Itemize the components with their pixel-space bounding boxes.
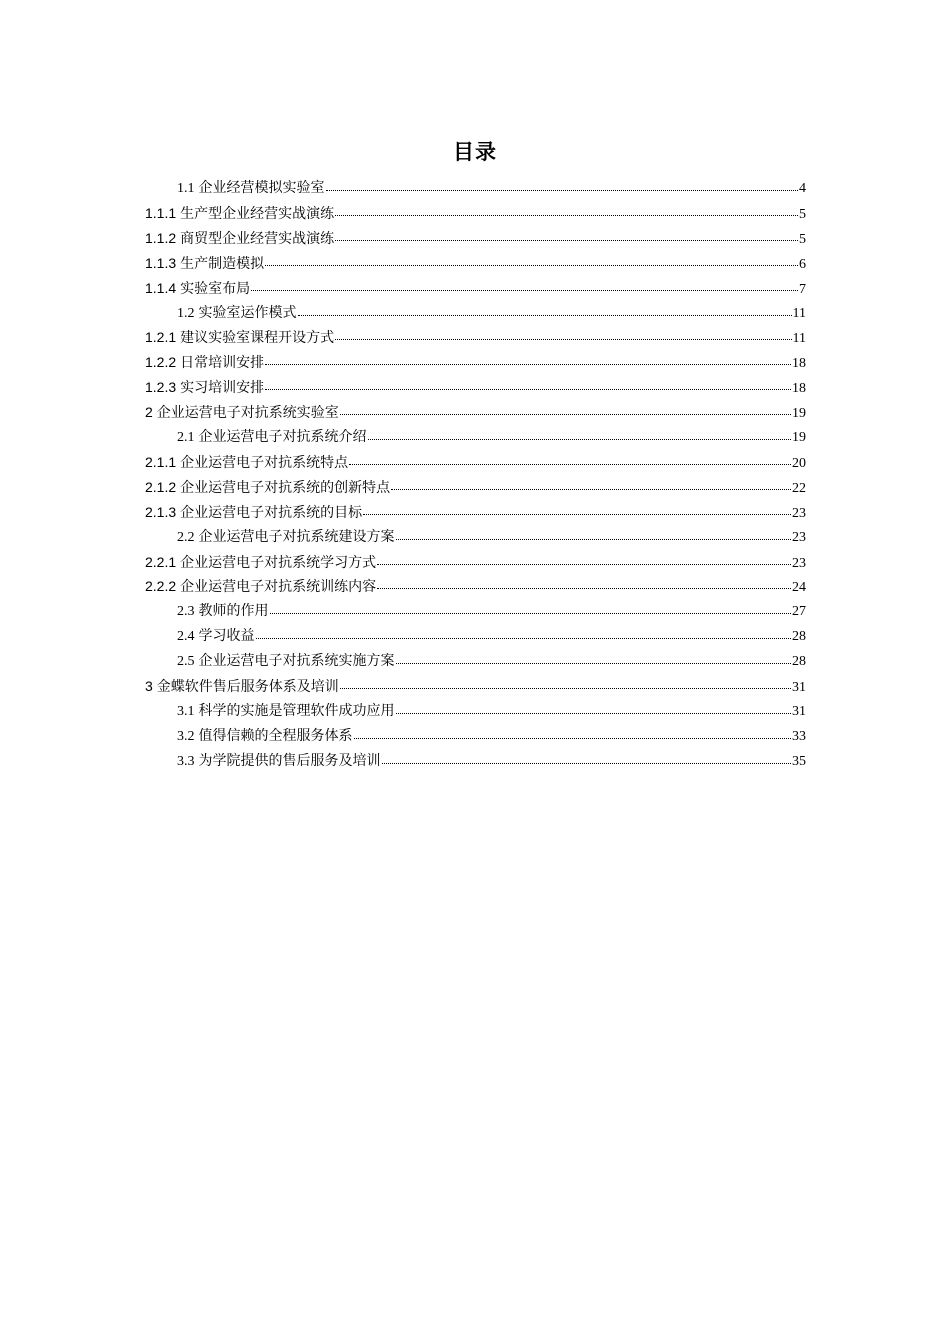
toc-entry-number: 3 [145, 678, 153, 694]
toc-leader-dots [335, 214, 798, 216]
toc-entry-page: 11 [792, 331, 806, 347]
toc-entry-title: 企业运营电子对抗系统训练内容 [180, 579, 377, 596]
toc-entry-page: 20 [792, 455, 806, 471]
toc-entry-page: 19 [792, 430, 806, 445]
toc-entry-title: 为学院提供的售后服务及培训 [198, 752, 381, 769]
toc-entry[interactable] [145, 400, 806, 425]
toc-entry-page: 18 [792, 356, 806, 372]
toc-entry-title: 金蝶软件售后服务体系及培训 [156, 679, 339, 695]
toc-leader-dots [251, 289, 798, 291]
toc-entry-number: 1.1.2 [145, 229, 177, 246]
toc-leader-dots [265, 264, 798, 266]
toc-entry-page: 5 [799, 231, 806, 247]
toc-leader-dots [363, 513, 791, 515]
toc-entry-page: 22 [792, 480, 806, 496]
toc-entry-number: 2.2.2 [145, 578, 177, 595]
toc-entry[interactable] [145, 276, 806, 301]
toc-entry[interactable] [177, 525, 806, 550]
toc-leader-dots [396, 712, 792, 714]
toc-entry-page: 4 [799, 181, 806, 196]
toc-entry-number: 1.2.1 [145, 329, 177, 346]
toc-entry-number: 1.2.3 [145, 379, 177, 396]
toc-entry[interactable] [145, 375, 806, 400]
toc-entry[interactable] [145, 325, 806, 350]
toc-entry-page: 6 [799, 256, 806, 272]
toc-entry-number: 1.1.1 [145, 204, 177, 221]
toc-entry[interactable] [177, 649, 806, 674]
toc-leader-dots [265, 363, 791, 365]
toc-entry-title: 企业运营电子对抗系统建设方案 [198, 528, 395, 545]
toc-entry-number: 2.1.1 [145, 453, 177, 470]
toc-entry-number: 1.2.2 [145, 354, 177, 371]
toc-leader-dots [349, 463, 791, 465]
toc-leader-dots [396, 538, 792, 540]
toc-leader-dots [256, 637, 792, 639]
toc-entry[interactable] [177, 624, 806, 649]
toc-leader-dots [326, 189, 799, 191]
toc-leader-dots [340, 687, 791, 689]
toc-entry[interactable] [177, 724, 806, 749]
toc-entry-title: 生产型企业经营实战演练 [180, 205, 335, 222]
toc-leader-dots [354, 737, 792, 739]
toc-entry[interactable] [145, 350, 806, 375]
toc-entry-number: 3.1 [177, 703, 195, 719]
toc-leader-dots [270, 612, 792, 614]
toc-entry-title: 企业运营电子对抗系统特点 [180, 454, 349, 471]
toc-entry-title: 企业运营电子对抗系统介绍 [198, 429, 367, 445]
toc-leader-dots [391, 488, 791, 490]
toc-entry-number: 2.5 [177, 654, 195, 670]
toc-entry[interactable] [145, 450, 806, 475]
toc-entry-page: 35 [792, 753, 806, 769]
toc-leader-dots [377, 563, 791, 565]
toc-entry-number: 2.4 [177, 629, 195, 645]
toc-entry[interactable] [145, 574, 806, 599]
toc-entry-title: 生产制造模拟 [180, 255, 265, 272]
toc-entry-number: 1.1.3 [145, 254, 177, 271]
toc-entry-title: 商贸型企业经营实战演练 [180, 230, 335, 247]
toc-entry-number: 2 [145, 404, 153, 421]
toc-entry-number: 2.2.1 [145, 553, 177, 570]
toc-entry-page: 28 [792, 629, 806, 645]
toc-entry-title: 学习收益 [198, 628, 255, 645]
toc-entry-title: 科学的实施是管理软件成功应用 [198, 702, 395, 719]
toc-leader-dots [377, 587, 791, 589]
toc-entry-title: 教师的作用 [198, 603, 269, 620]
toc-entry-title: 企业运营电子对抗系统的创新特点 [180, 479, 391, 496]
toc-leader-dots [298, 314, 792, 316]
toc-entry[interactable] [177, 176, 806, 201]
toc-leader-dots [368, 438, 792, 440]
toc-entry-page: 23 [792, 505, 806, 521]
toc-entry-number: 2.2 [177, 529, 195, 545]
toc-leader-dots [340, 413, 791, 415]
toc-entry-number: 3.2 [177, 728, 195, 744]
toc-leader-dots [396, 662, 792, 664]
toc-entry-page: 28 [792, 654, 806, 670]
toc-entry-page: 11 [792, 305, 806, 321]
toc-entry-title: 实验室运作模式 [198, 304, 297, 321]
toc-entry-page: 27 [792, 604, 806, 620]
toc-entry-title: 实验室布局 [180, 280, 251, 297]
toc-entry-title: 企业运营电子对抗系统实验室 [156, 405, 339, 422]
toc-entry-page: 5 [799, 206, 806, 222]
toc-leader-dots [265, 388, 791, 390]
toc-entry[interactable] [145, 201, 806, 226]
toc-entry-number: 2.1.3 [145, 503, 177, 520]
toc-entry-page: 23 [792, 555, 806, 571]
toc-entry-page: 23 [792, 529, 806, 545]
toc-leader-dots [335, 239, 798, 241]
toc-entry-page: 33 [792, 728, 806, 744]
toc-leader-dots [382, 762, 792, 764]
toc-entry-page: 31 [792, 680, 806, 695]
toc-entry-number: 1.2 [177, 305, 195, 321]
toc-entry[interactable] [145, 674, 806, 699]
toc-entry-page: 31 [792, 703, 806, 719]
toc-entry[interactable] [177, 699, 806, 724]
toc-entry-title: 企业经营模拟实验室 [198, 180, 325, 196]
toc-entry[interactable] [145, 475, 806, 500]
toc-entry-title: 实习培训安排 [180, 380, 265, 397]
toc-entry-number: 1.1 [177, 181, 195, 196]
toc-entry-number: 3.3 [177, 753, 195, 769]
toc-entry[interactable] [177, 425, 806, 450]
toc-entry-title: 建议实验室课程开设方式 [180, 330, 335, 347]
toc-entry-number: 1.1.4 [145, 279, 177, 296]
toc-entry-number: 2.1 [177, 430, 195, 445]
toc-entry[interactable] [145, 500, 806, 525]
toc-entry-title: 企业运营电子对抗系统的目标 [180, 504, 363, 521]
toc-entry-number: 2.1.2 [145, 478, 177, 495]
toc-entry-page: 24 [792, 580, 806, 596]
toc-entry-number: 2.3 [177, 604, 195, 620]
toc-entry-page: 7 [799, 281, 806, 297]
toc-leader-dots [335, 338, 791, 340]
toc-entry[interactable] [145, 251, 806, 276]
toc-entry[interactable] [145, 550, 806, 575]
toc-entry[interactable] [177, 749, 806, 774]
toc-entry-title: 企业运营电子对抗系统学习方式 [180, 554, 377, 571]
toc-entry-page: 18 [792, 381, 806, 397]
page-title: 目录 [453, 140, 497, 164]
toc-entry-page: 19 [792, 406, 806, 422]
toc-entry-title: 日常培训安排 [180, 355, 265, 372]
toc-entry-title: 值得信赖的全程服务体系 [198, 727, 353, 744]
toc-entry-title: 企业运营电子对抗系统实施方案 [198, 653, 395, 670]
toc-entry[interactable] [177, 599, 806, 624]
toc-entry[interactable] [177, 301, 806, 326]
toc-entry[interactable] [145, 226, 806, 251]
